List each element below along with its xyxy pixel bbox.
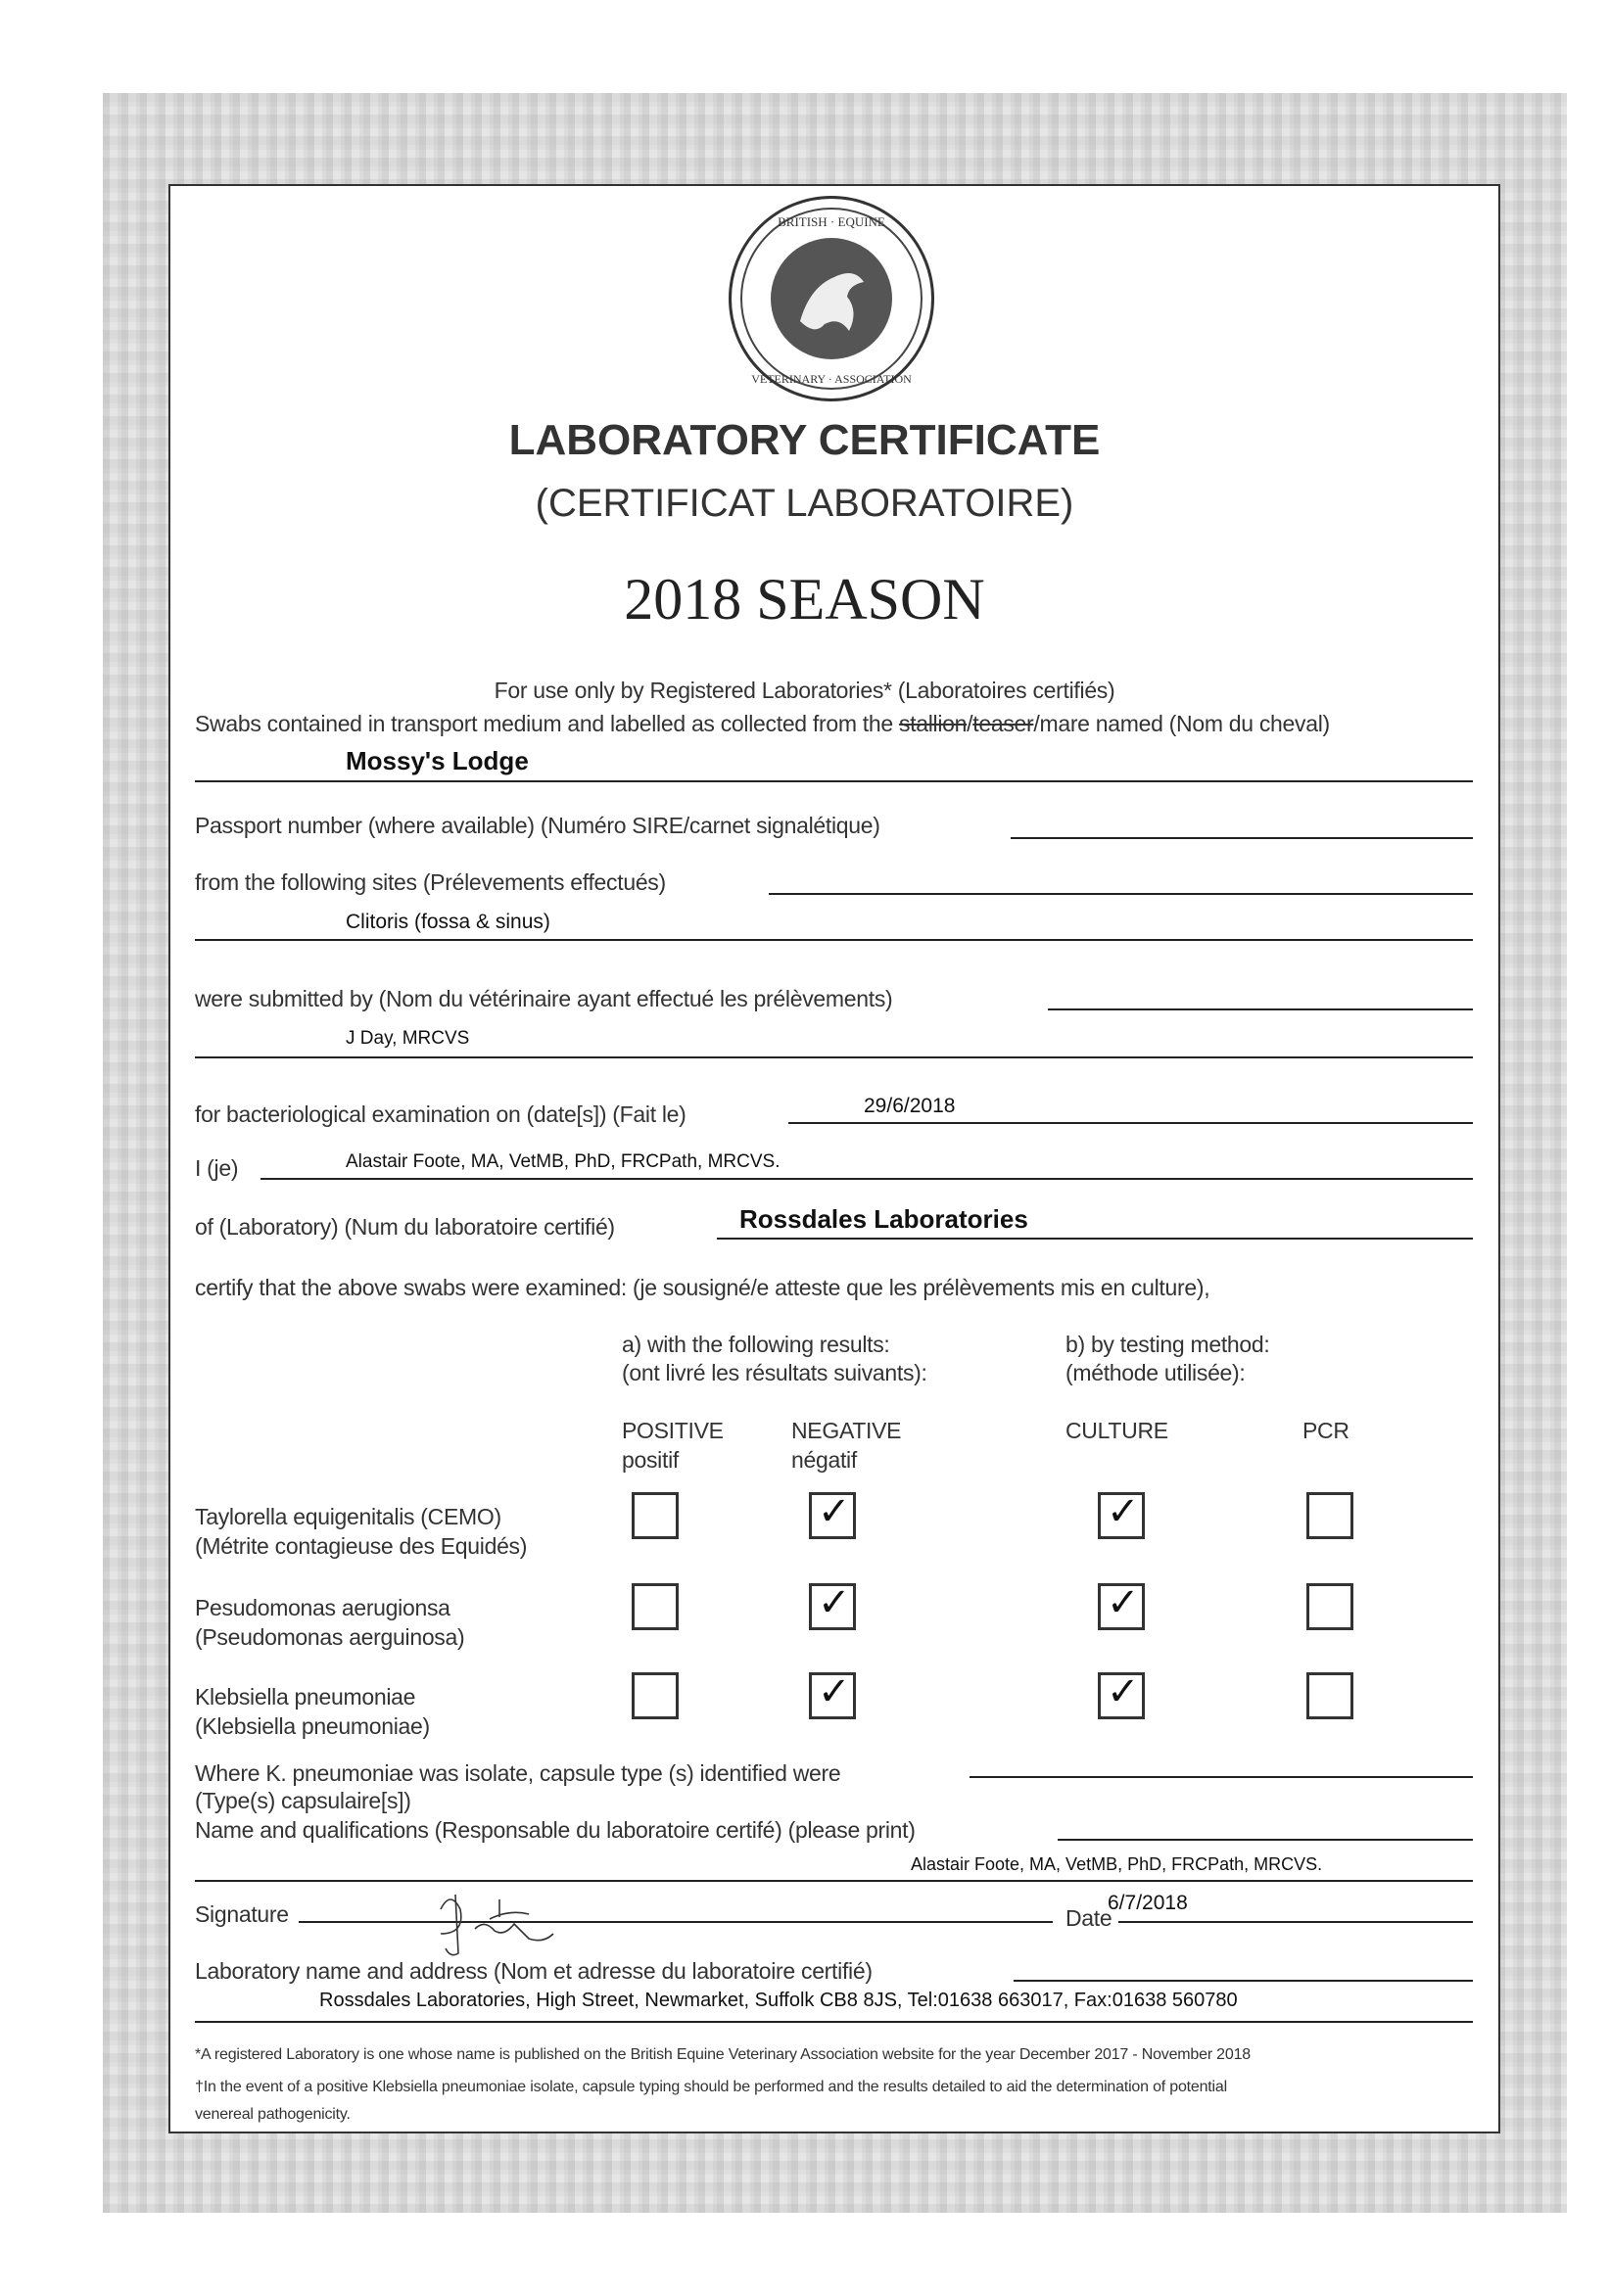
culture-checkbox[interactable] bbox=[1098, 1583, 1145, 1630]
capsule-label-fr: (Type(s) capsulaire[s]) bbox=[195, 1788, 411, 1813]
culture-header: CULTURE bbox=[1065, 1418, 1168, 1443]
season-heading: 2018 SEASON bbox=[624, 567, 985, 632]
capsule-label: Where K. pneumoniae was isolate, capsule type (s) identified were bbox=[195, 1760, 841, 1786]
culture-checkbox[interactable] bbox=[1098, 1672, 1145, 1719]
col-a-heading: a) with the following results: bbox=[622, 1332, 890, 1357]
exam-label: for bacteriological examination on (date[s]) (Fait le) bbox=[195, 1101, 686, 1127]
i-value: Alastair Foote, MA, VetMB, PhD, FRCPath, MRCVS. bbox=[346, 1151, 781, 1172]
pcr-header: PCR bbox=[1302, 1418, 1349, 1443]
swabs-label: Swabs contained in transport medium and labelled as collected from the stallion/teaser/mare named (Nom du cheval) bbox=[195, 711, 1330, 736]
positive-checkbox[interactable] bbox=[632, 1672, 679, 1719]
positive-header: POSITIVE bbox=[622, 1418, 724, 1443]
negative-checkbox[interactable] bbox=[809, 1672, 856, 1719]
date-line bbox=[1118, 1921, 1473, 1923]
divider bbox=[260, 1178, 1473, 1180]
submitted-value: J Day, MRCVS bbox=[346, 1028, 470, 1049]
sites-label: from the following sites (Prélevements effectués) bbox=[195, 869, 666, 895]
horse-seal-icon bbox=[732, 199, 931, 398]
positive-header-fr: positif bbox=[622, 1447, 679, 1473]
col-b-heading-fr: (méthode utilisée): bbox=[1065, 1360, 1246, 1385]
address-label: Laboratory name and address (Nom et adresse du laboratoire certifié) bbox=[195, 1958, 873, 1984]
organism-name: Taylorella equigenitalis (CEMO) bbox=[195, 1504, 501, 1529]
negative-header-fr: négatif bbox=[791, 1447, 857, 1473]
positive-checkbox[interactable] bbox=[632, 1492, 679, 1539]
divider bbox=[970, 1776, 1473, 1778]
check-mark-icon: ✓ bbox=[1107, 1490, 1140, 1533]
divider bbox=[1058, 1839, 1473, 1841]
divider bbox=[195, 2021, 1473, 2023]
date-value: 6/7/2018 bbox=[1108, 1892, 1188, 1914]
culture-checkbox[interactable] bbox=[1098, 1492, 1145, 1539]
divider bbox=[1014, 1980, 1473, 1982]
organism-name: Klebsiella pneumoniae bbox=[195, 1684, 416, 1710]
signature-label: Signature bbox=[195, 1901, 289, 1927]
pcr-checkbox[interactable] bbox=[1306, 1583, 1353, 1630]
submitted-label: were submitted by (Nom du vétérinaire ayant effectué les prélèvements) bbox=[195, 986, 893, 1011]
divider bbox=[195, 1880, 1473, 1882]
passport-line bbox=[1011, 837, 1473, 839]
footnote-klebsiella: †In the event of a positive Klebsiella pneumoniae isolate, capsule typing should be performed and the results detailed to aid the determination of potential bbox=[195, 2079, 1227, 2095]
divider bbox=[195, 780, 1473, 782]
struck-teaser: teaser bbox=[972, 711, 1034, 736]
divider bbox=[1048, 1008, 1473, 1010]
negative-header: NEGATIVE bbox=[791, 1418, 902, 1443]
col-b-heading: b) by testing method: bbox=[1065, 1332, 1270, 1357]
divider bbox=[195, 939, 1473, 941]
lab-label: of (Laboratory) (Num du laboratoire certifié) bbox=[195, 1214, 615, 1240]
positive-checkbox[interactable] bbox=[632, 1583, 679, 1630]
horse-name-value: Mossy's Lodge bbox=[346, 746, 529, 775]
exam-date-value: 29/6/2018 bbox=[864, 1095, 956, 1117]
beva-logo bbox=[729, 196, 934, 401]
date-label: Date bbox=[1065, 1905, 1112, 1931]
organism-name-fr: (Métrite contagieuse des Equidés) bbox=[195, 1533, 528, 1559]
page-subtitle: (CERTIFICAT LABORATOIRE) bbox=[535, 482, 1074, 525]
divider bbox=[717, 1238, 1473, 1240]
footnote-klebsiella-cont: venereal pathogenicity. bbox=[195, 2106, 351, 2123]
page-title: LABORATORY CERTIFICATE bbox=[508, 416, 1101, 464]
negative-checkbox[interactable] bbox=[809, 1583, 856, 1630]
check-mark-icon: ✓ bbox=[818, 1490, 851, 1533]
passport-label: Passport number (where available) (Numéro SIRE/carnet signalétique) bbox=[195, 813, 880, 838]
negative-checkbox[interactable] bbox=[809, 1492, 856, 1539]
pcr-checkbox[interactable] bbox=[1306, 1672, 1353, 1719]
svg-text:VETERINARY · ASSOCIATION: VETERINARY · ASSOCIATION bbox=[751, 372, 912, 386]
check-mark-icon: ✓ bbox=[818, 1581, 851, 1624]
struck-stallion: stallion bbox=[898, 711, 968, 736]
divider bbox=[769, 893, 1473, 895]
i-label: I (je) bbox=[195, 1155, 239, 1181]
check-mark-icon: ✓ bbox=[818, 1670, 851, 1713]
swabs-prefix: Swabs contained in transport medium and labelled as collected from the bbox=[195, 711, 893, 736]
organism-name-fr: (Klebsiella pneumoniae) bbox=[195, 1713, 430, 1739]
check-mark-icon: ✓ bbox=[1107, 1670, 1140, 1713]
sites-value: Clitoris (fossa & sinus) bbox=[346, 911, 550, 933]
name-label: Name and qualifications (Responsable du laboratoire certifé) (please print) bbox=[195, 1817, 916, 1843]
organism-name: Pesudomonas aerugionsa bbox=[195, 1595, 450, 1620]
footnote-registered: *A registered Laboratory is one whose name is published on the British Equine Veterinary Association website for the year December 2017 - November 2018 bbox=[195, 2046, 1251, 2063]
certify-text: certify that the above swabs were examined: (je sousigné/e atteste que les prélèvements mis en culture), bbox=[195, 1275, 1210, 1300]
check-mark-icon: ✓ bbox=[1107, 1581, 1140, 1624]
divider bbox=[195, 1056, 1473, 1058]
organism-name-fr: (Pseudomonas aerguinosa) bbox=[195, 1624, 465, 1650]
divider bbox=[788, 1122, 1473, 1124]
signature-line bbox=[299, 1921, 1053, 1923]
name-value: Alastair Foote, MA, VetMB, PhD, FRCPath, MRCVS. bbox=[911, 1854, 1323, 1874]
col-a-heading-fr: (ont livré les résultats suivants): bbox=[622, 1360, 927, 1385]
address-value: Rossdales Laboratories, High Street, Newmarket, Suffolk CB8 8JS, Tel:01638 663017, Fax:01638 560780 bbox=[319, 1990, 1238, 2011]
registered-note: For use only by Registered Laboratories* (Laboratoires certifiés) bbox=[494, 678, 1115, 703]
signature-icon bbox=[421, 1880, 617, 1958]
pcr-checkbox[interactable] bbox=[1306, 1492, 1353, 1539]
lab-value: Rossdales Laboratories bbox=[739, 1204, 1028, 1234]
swabs-suffix: /mare named (Nom du cheval) bbox=[1033, 711, 1330, 736]
svg-text:BRITISH · EQUINE: BRITISH · EQUINE bbox=[778, 214, 885, 229]
